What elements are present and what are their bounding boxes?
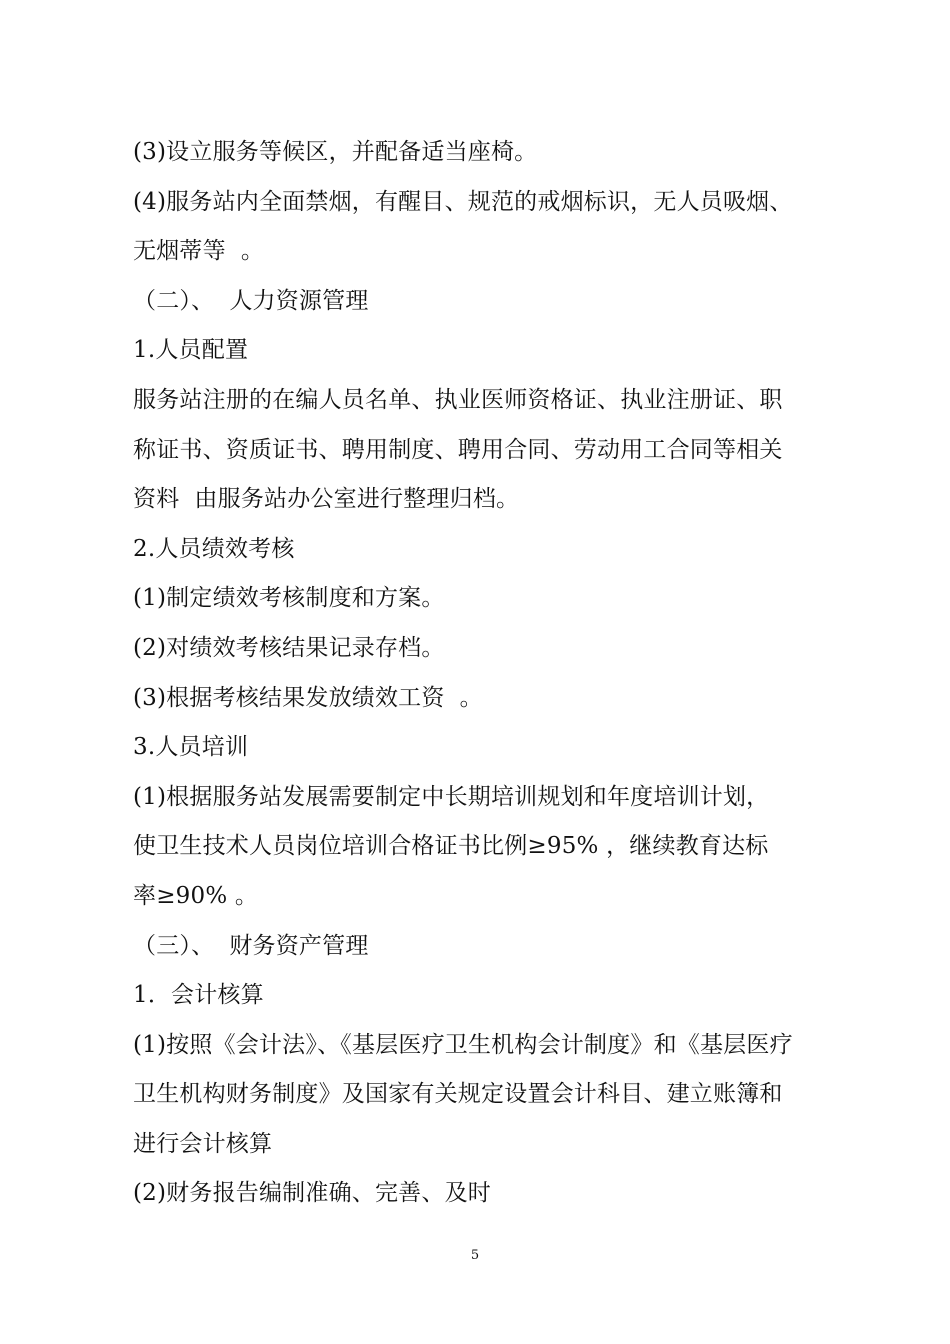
- text-line: 服务站注册的在编人员名单、执业医师资格证、执业注册证、职: [133, 386, 783, 413]
- text-line: 使卫生技术人员岗位培训合格证书比例≥95% ，继续教育达标: [133, 833, 769, 860]
- page-number: 5: [470, 1248, 480, 1263]
- text-line: (1)根据服务站发展需要制定中长期培训规划和年度培训计划，: [133, 783, 770, 810]
- text-line: 称证书、资质证书、聘用制度、聘用合同、劳动用工合同等相关: [133, 436, 783, 463]
- section-heading: （三）、 财务资产管理: [133, 932, 369, 959]
- text-line: (1)制定绩效考核制度和方案。: [133, 585, 445, 612]
- text-line: (4)服务站内全面禁烟，有醒目、规范的戒烟标识，无人员吸烟、: [133, 188, 793, 215]
- text-line: 进行会计核算: [133, 1130, 273, 1157]
- text-line: 率≥90% 。: [133, 882, 259, 909]
- subsection-heading: 2.人员绩效考核: [133, 535, 295, 562]
- section-heading: （二）、 人力资源管理: [133, 287, 369, 314]
- text-line: (1)按照《会计法》、《基层医疗卫生机构会计制度》和《基层医疗: [133, 1031, 793, 1058]
- subsection-heading: 1．会计核算: [133, 982, 264, 1009]
- document-body: [133, 128, 833, 1219]
- text-line: 卫生机构财务制度》及国家有关规定设置会计科目、建立账簿和: [133, 1081, 783, 1108]
- subsection-heading: 1.人员配置: [133, 337, 249, 364]
- subsection-heading: 3.人员培训: [133, 734, 249, 761]
- text-line: 资料 由服务站办公室进行整理归档。: [133, 486, 520, 513]
- text-line: 无烟蒂等 。: [133, 238, 265, 265]
- text-line: (3)根据考核结果发放绩效工资 。: [133, 684, 483, 711]
- text-line: (2)财务报告编制准确、完善、及时: [133, 1180, 491, 1207]
- text-line: (3)设立服务等候区，并配备适当座椅。: [133, 139, 538, 165]
- text-line: (2)对绩效考核结果记录存档。: [133, 634, 445, 661]
